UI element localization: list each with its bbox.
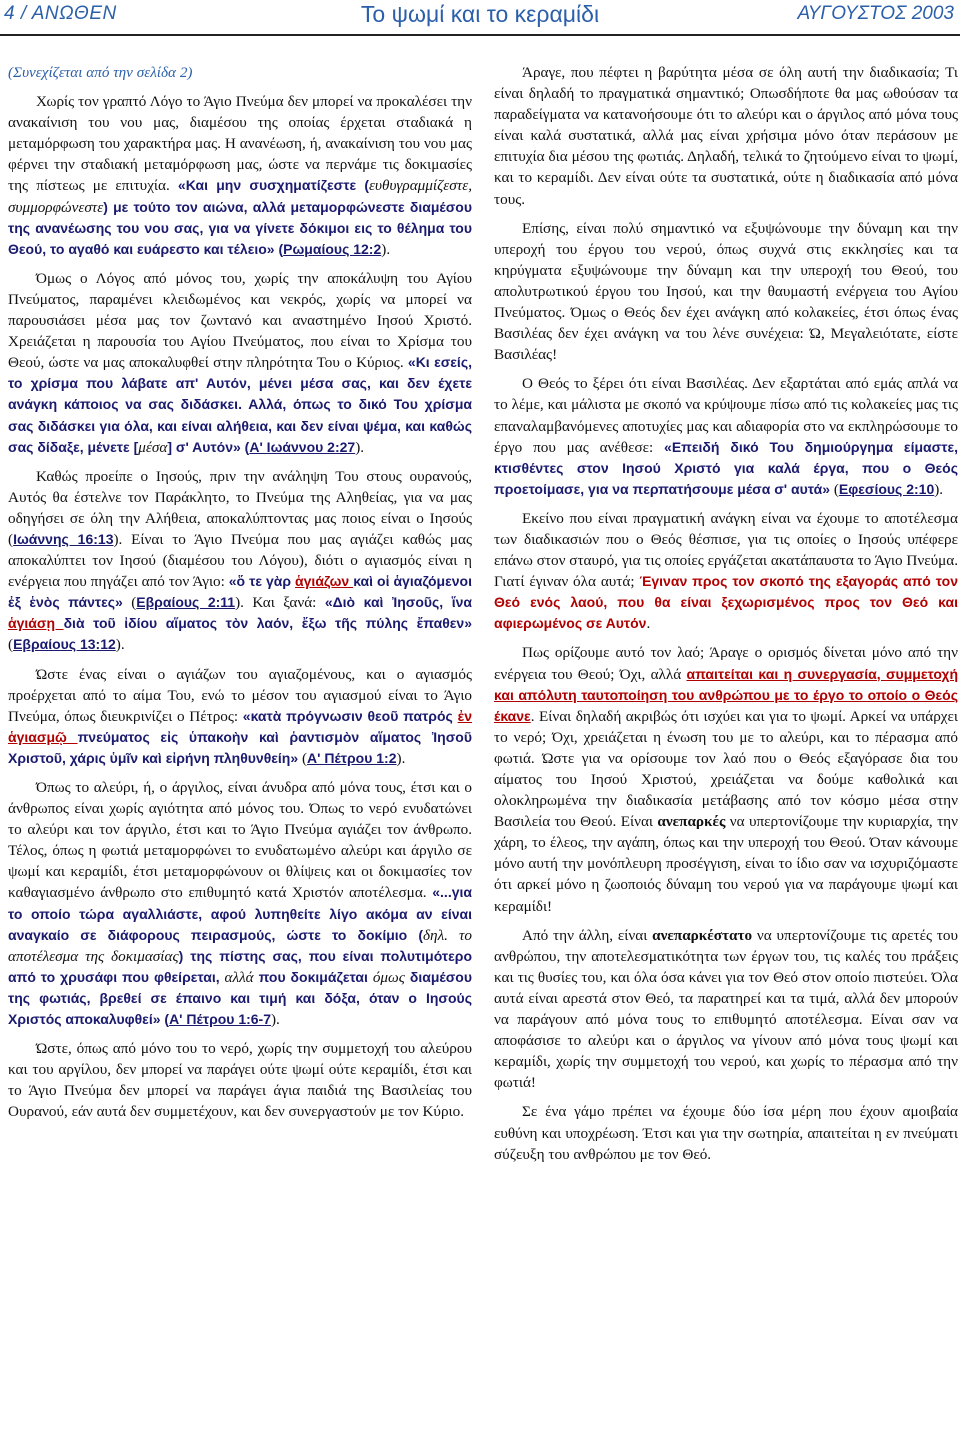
left-column	[8, 62, 472, 1131]
page-header	[0, 0, 960, 36]
issue-date: ΑΥΓΟΥΣΤΟΣ 2003	[797, 3, 954, 24]
paragraph: Ώστε, όπως από μόνο του το νερό, χωρίς την συμμετοχή του αλεύρου και του αργίλου, δεν μπορεί να παράγει ούτε ψωμί ούτε κεραμίδι, έτσι και το Άγιο Πνεύμα δεν μπορεί να παράγει άγια παιδιά της Βασιλείας του Ουρανού, εάν αυτά δεν συμμετέχουν, και δεν συνεργαστούν με τον Κύριο.	[8, 1040, 472, 1121]
paragraph: Όπως το αλεύρι, ή, ο άργιλος, είναι άνυδρα από μόνα τους, έτσι και ο άνθρωπος είναι χωρίς αγιότητα από μόνος του. Όπως το νερό ενυδατώνει το αλεύρι και τον άργιλο, έτσι και το Άγιο Πνεύμα αγιάζει τον άνθρωπο. Τέλος, όπως η φωτιά μεταμορφώνει το ενυδατωμένο αλεύρι και άργιλο σε ψωμί και κεραμίδι, έτσι μεταμορφώνουν οι θλίψεις και οι δοκιμασίες τον καθαγιασμένο άνθρωπο στο επιθυμητό κατά Χριστόν αποτέλεσμα. «...για το οποίο τώρα αγαλλιάστε, αφού λυπηθείτε λίγο ακόμα αν είναι αναγκαίο σε διάφορους πειρασμούς, ώστε το δοκίμιο (δηλ. το αποτέλεσμα της δοκιμασίας) της πίστης σας, που είναι πολυτιμότερο από το χρυσάφι που φθείρεται, αλλά που δοκιμάζεται όμως διαμέσου της φωτιάς, βρεθεί σε έπαινο και τιμή και δόξα, όταν ο Ιησούς Χριστός αποκαλυφθεί» (Α' Πέτρου 1:6-7).	[8, 779, 472, 1029]
scripture-reference-link[interactable]: Α' Πέτρου 1:2	[307, 749, 397, 766]
paragraph: Σε ένα γάμο πρέπει να έχουμε δύο ίσα μέρη που έχουν αμοιβαία ευθύνη και υποχρέωση. Έτσι και για την σωτηρία, απαιτείται η εν πνεύματι σύζευξη του ανθρώπου με τον Θεό.	[494, 1103, 958, 1163]
paragraph: Εκείνο που είναι πραγματική ανάγκη είναι να έχουμε το αποτέλεσμα των διαδικασιών που ο Θεός θέσπισε, για τις οποίες ο Ιησούς υπέφερε επάνω στον σταυρό, για τις οποίες εργάζεται ακατάπαυστα το Άγιο Πνεύμα. Γιατί έγιναν όλα αυτά; Έγιναν προς τον σκοπό της εξαγοράς από τον Θεό ενός λαού, που θα είναι ξεχωρισμένος προς τον Θεό και αφιερωμένος σε Αυτόν.	[494, 509, 958, 633]
paragraph: Ώστε ένας είναι ο αγιάζων του αγιαζομένους, και ο αγιασμός προέρχεται από το αίμα Του, ενώ το μέσον του αγιασμού είναι το Άγιο Πνεύμα, όπως διευκρινίζει ο Πέτρος: «κατὰ πρόγνωσιν θεοῦ πατρός ἐν ἁγιασμῷ πνεύματος εἰς ὑπακοὴν καὶ ῥαντισμὸν αἵματος Ἰησοῦ Χριστοῦ, χάρις ὑμῖν καὶ εἰρήνη πληθυνθείη» (Α' Πέτρου 1:2).	[8, 665, 472, 767]
scripture-reference-link[interactable]: Α' Ιωάννου 2:27	[249, 438, 356, 455]
paragraph: Άραγε, που πέφτει η βαρύτητα μέσα σε όλη αυτή την διαδικασία; Τι είναι δηλαδή το πραγματικά σημαντικό; Οπωσδήποτε θα μας ωθούσαν τα παραδείγματα να κατανοήσουμε ότι το αλεύρι και ο άργιλος από μόνα τους είναι καλά συστατικά, αλλά μας είναι χρήσιμα μόνο όταν περάσουν με επιτυχία δια μέσου της φωτιάς. Δηλαδή, τελικά το ζητούμενο είναι το ψωμί, και το κεραμίδι. Δεν είναι ούτε τα συστατικά, ούτε η διαδικασία από μόνα τους.	[494, 64, 958, 208]
paragraph: Όμως ο Λόγος από μόνος του, χωρίς την αποκάλυψη του Αγίου Πνεύματος, παραμένει κλειδωμένος και νεκρός, χωρίς να μπορεί να παρουσιάσει μέσα μας τον ζωντανό και αναστημένο Ιησού Χριστό. Χρειάζεται η παρουσία του Αγίου Πνεύματος, που είναι το Χρίσμα του Θεού, ώστε να μας αποκαλυφθεί στην πληρότητα Του ο Κύριος. «Κι εσείς, το χρίσμα που λάβατε απ' Αυτόν, μένει μέσα σας, και δεν έχετε ανάγκη κάποιος να σας διδάσκει. Αλλά, όπως το δικό Του χρίσμα σας διδάσκει για όλα, και είναι αλήθεια, και δεν είναι ψέμα, και καθώς σας δίδαξε, μένετε [μέσα] σ' Αυτόν» (Α' Ιωάννου 2:27).	[8, 269, 472, 456]
scripture-reference-link[interactable]: Α' Πέτρου 1:6-7	[169, 1011, 271, 1028]
scripture-reference-link[interactable]: Εφεσίους 2:10	[838, 480, 935, 497]
scripture-reference-link[interactable]: Ιωάννης 16:13	[13, 530, 114, 547]
paragraph: Καθώς προείπε ο Ιησούς, πριν την ανάληψη Του στους ουρανούς, Αυτός θα έστελνε τον Παράκλητο, το Πνεύμα της Αληθείας, για να μας οδηγήσει σε όλη την Αλήθεια, αποκαλύπτοντας μας ποιος είναι ο Ιησούς (Ιωάννης 16:13). Είναι το Άγιο Πνεύμα που μας αγιάζει καθώς μας αποκαλύπτει τον Ιησού (διαμέσου του Λόγου), διότι ο αγιασμός είναι η ενέργεια που πηγάζει από τον Άγιο: «ὅ τε γὰρ ἁγιάζων καὶ οἱ ἁγιαζόμενοι ἐξ ἑνὸς πάντες» (Εβραίους 2:11). Και ξανά: «Διὸ καὶ Ἰησοῦς, ἵνα ἁγιάσῃ διὰ τοῦ ἰδίου αἵματος τὸν λαόν, ἔξω τῆς πύλης ἔπαθεν» (Εβραίους 13:12).	[8, 467, 472, 654]
emphasis-underlined: απαιτείται και η συνεργασία, συμμετοχή και απόλυτη ταυτοποίηση του ανθρώπου με το έργο το οποίο ο Θεός έκανε	[494, 665, 958, 724]
scripture-reference-link[interactable]: Εβραίους 13:12	[13, 636, 116, 653]
right-column	[494, 62, 958, 1173]
continued-note: (Συνεχίζεται από την σελίδα 2)	[8, 64, 193, 81]
paragraph: Επίσης, είναι πολύ σημαντικό να εξυψώνουμε την δύναμη και την υπεροχή του έργου του νερού, όπως συχνά στις εκκλησίες και τα κηρύγματα εξυψώνουμε την δύναμη και την υπεροχή του Θεού, του απολυτρωτικού έργου του Ιησού, και την θαυμαστή ενέργεια του Αγίου Πνεύματος. Όμως ο Θεός δεν έχει ανάγκη από κολακείες, έτσι όπως ένας Βασιλέας δεν έχει ανάγκη να του λένε συνέχεια: Ώ, Μεγαλειότατε, είστε Βασιλέας!	[494, 219, 958, 364]
scripture-reference-link[interactable]: Εβραίους 2:11	[136, 594, 236, 611]
page-number-label: 4 / ΑΝΩΘΕΝ	[4, 3, 117, 24]
paragraph: Ο Θεός το ξέρει ότι είναι Βασιλέας. Δεν εξαρτάται από εμάς απλά να το λέμε, και μάλιστα με σκοπό να κρύψουμε πίσω από τις κολακείες μας τις επαναλαμβανόμενες αποτυχίες μας και αδιαφορία στο να εκπληρώσουμε το έργο που μας ανέθεσε: «Επειδή δικό Του δημιούργημα είμαστε, κτισθέντες στον Ιησού Χριστό για καλά έργα, που ο Θεός προετοίμασε, για να περπατήσουμε μέσα σ' αυτά» (Εφεσίους 2:10).	[494, 375, 958, 498]
paragraph: Πως ορίζουμε αυτό τον λαό; Άραγε ο ορισμός δίνεται μόνο από την ενέργεια του Θεού; Όχι, αλλά απαιτείται και η συνεργασία, συμμετοχή και απόλυτη ταυτοποίηση του ανθρώπου με το έργο το οποίο ο Θεός έκανε. Είναι δηλαδή ακριβώς ότι ισχύει και για το ψωμί. Αρκεί να υπάρχει το νερό; Όχι, χρειάζεται η ένωση του με το αλεύρι, και το πέρασμα από φωτιά. Ώστε για να ορίσουμε τον λαό που ο Θεός εξαγόρασε δια του αίματος του Ιησού Χριστού, χρειάζεται να δούμε καθολικά και ολοκληρωμένα την διαδικασία μετάβασης από τον κόσμο μέσα στην Βασιλεία του Θεού. Είναι ανεπαρκές να υπερτονίζουμε την κυριαρχία, την χάρη, το έλεος, την αγάπη, όπως και την υπεροχή του Θεού. Όταν κάνουμε μόνο αυτή την μονόπλευρη προσέγγιση, είναι το ίδιο σαν να ισχυριζόμαστε ότι αρκεί μόνο η ζωοποιός δύναμη του νερού για να παράγουμε ψωμί και κεραμίδι!	[494, 644, 958, 915]
article-title: Το ψωμί και το κεραμίδι	[360, 1, 600, 27]
scripture-reference-link[interactable]: Ρωμαίους 12:2	[283, 240, 382, 257]
emphasis-red: Έγιναν προς τον σκοπό της εξαγοράς από τον Θεό ενός λαού, που θα είναι ξεχωρισμένος προς τον Θεό και αφιερωμένος σε Αυτόν	[494, 573, 958, 632]
paragraph: Από την άλλη, είναι ανεπαρκέστατο να υπερτονίζουμε τις αρετές του ανθρώπου, την αποτελεσματικότητα των έργων του, τις καλές του πράξεις και τις θυσίες του, και όλα όσα κάνει για τον Θεό στον οποίο πιστεύει. Όλα αυτά είναι αρεστά στον Θεό, τα παρατηρεί και τα τιμά, αλλά δεν μπορούν να παράγουν από μόνα τους το επιθυμητό αποτέλεσμα. Είναι σαν να αποφάσισε το αλεύρι και ο άργιλος να γίνουν από μόνα τους ψωμί και κεραμίδι, χωρίς την συμμετοχή του νερού, και χωρίς το πέρασμα από την φωτιά!	[494, 926, 958, 1092]
paragraph: Χωρίς τον γραπτό Λόγο το Άγιο Πνεύμα δεν μπορεί να προκαλέσει την ανακαίνιση του νου μας, διαμέσου της οποίας έρχεται σταδιακά η μεταμόρφωση του χαρακτήρα μας. Η ανανέωση, ή, ανακαίνιση του νου μας φέρνει την σταδιακή μεταμόρφωση μας, ώστε να περνάμε τις δοκιμασίες της πίστεως με επιτυχία. «Και μην συσχηματίζεστε (ευθυγραμμίζεστε, συμμορφώνεστε) με τούτο τον αιώνα, αλλά μεταμορφώνεστε διαμέσου της ανανέωσης του νου σας, για να γίνετε δόκιμοι εις το θέλημα του Θεού, το αγαθό και ευάρεστο και τέλειο» (Ρωμαίους 12:2).	[8, 93, 472, 258]
